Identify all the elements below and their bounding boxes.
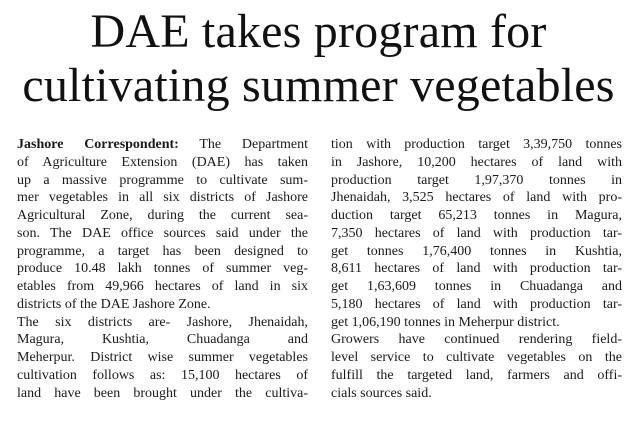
text-line: Magura, Kushtia, Chuadanga and bbox=[17, 332, 308, 348]
text-line: etables from 49,966 hectares of land in six bbox=[17, 279, 308, 294]
text-line: Agricultural Zone, during the current sea- bbox=[17, 208, 308, 223]
text-line: tion with production target 3,39,750 tonnes bbox=[331, 137, 622, 152]
text-line: 7,350 hectares of land with production tar- bbox=[331, 225, 622, 241]
text-line: districts of the DAE Jashore Zone. bbox=[17, 296, 211, 312]
text-line: programme, a target has been designed to bbox=[17, 243, 308, 259]
text-line: son. The DAE office sources said under the bbox=[17, 225, 308, 241]
text-line: mer vegetables in all six districts of Jashore bbox=[17, 190, 308, 206]
text-line: cials sources said. bbox=[331, 385, 432, 401]
headline-text: cultivating summer vegetables bbox=[22, 59, 615, 112]
text-line: get 1,63,609 tonnes in Chuadanga and bbox=[331, 279, 622, 294]
text-line: duction target 65,213 tonnes in Magura, bbox=[331, 208, 622, 223]
text-line: up a massive programme to cultivate sum- bbox=[17, 172, 308, 188]
headline-line-1 bbox=[0, 4, 637, 60]
article-column-2 bbox=[331, 136, 622, 402]
text-line: in Jashore, 10,200 hectares of land with bbox=[331, 154, 622, 170]
text-line: The six districts are- Jashore, Jhenaidah, bbox=[17, 314, 308, 330]
article-column-1 bbox=[17, 136, 308, 402]
text-line bbox=[17, 136, 308, 154]
text-line: Jhenaidah, 3,525 hectares of land with pro- bbox=[331, 190, 622, 206]
text-span: The Department bbox=[178, 137, 308, 152]
text-line: production target 1,97,370 tonnes in bbox=[331, 172, 622, 188]
text-line: Growers have continued rendering field- bbox=[331, 332, 622, 348]
text-line: land have been brought under the cultiva- bbox=[17, 385, 308, 401]
text-line: 5,180 hectares of land with production tar- bbox=[331, 296, 622, 312]
text-line: 8,611 hectares of land with production tar- bbox=[331, 261, 622, 277]
text-line: of Agriculture Extension (DAE) has taken bbox=[17, 154, 308, 170]
text-line: Meherpur. District wise summer vegetables bbox=[17, 350, 308, 365]
text-line: get tonnes 1,76,400 tonnes in Kushtia, bbox=[331, 243, 622, 259]
text-line: fulfill the targeted land, farmers and offi- bbox=[331, 367, 622, 383]
text-line: produce 10.48 lakh tonnes of summer veg- bbox=[17, 261, 308, 277]
headline-line-2 bbox=[0, 58, 637, 114]
byline: Jashore Correspondent: bbox=[17, 137, 179, 152]
text-line: level service to cultivate vegetables on the bbox=[331, 350, 622, 365]
text-line: cultivation follows as: 15,100 hectares of bbox=[17, 367, 308, 383]
text-line: get 1,06,190 tonnes in Meherpur district. bbox=[331, 314, 560, 330]
headline-text: DAE takes program for bbox=[90, 5, 547, 58]
